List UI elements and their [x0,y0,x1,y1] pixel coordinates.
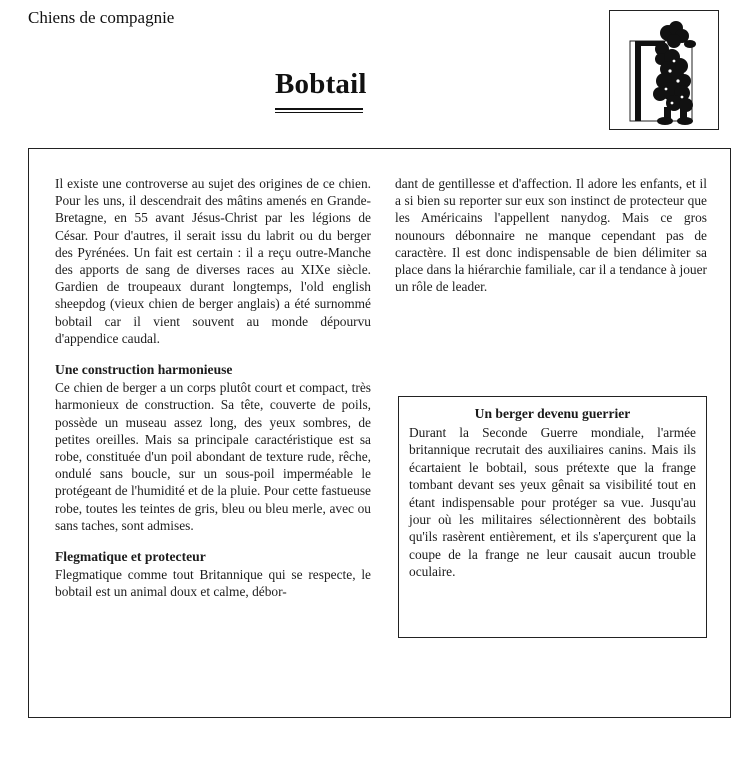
temperament-continued: dant de gentillesse et d'affection. Il adore les enfants, et il a si bien su reporter sur eux son instinct de protecteur que les Américains l'appellent nanydog. Mais ce gros nounours débonnaire ne manque cependant pas de caractère. Il est donc indispensable de bien délimiter sa place dans la hiérarchie familiale, car il a tendance à jouer un rôle de leader. [395,176,707,295]
sidebar-title: Un berger devenu guerrier [474,406,631,421]
section-heading-construction: Une construction harmonieuse [55,362,233,378]
category-logo [609,10,719,130]
sidebar-text: Durant la Seconde Guerre mondiale, l'armée britannique recrutait des auxiliaires canins. Mais ils écartaient le bobtail, sous prétexte que la frange tombant devant ses yeux gênait sa visibilité tout en étant indispensable pour protéger sa vue. Jusqu'au jour où les militaires sélectionnèrent des bobtails qu'ils rasèrent entièrement, et ils s'aperçurent que la coupe de la frange ne leur causait aucun trouble oculaire. [409,425,696,580]
page-title: Bobtail [275,68,367,100]
right-column [395,175,707,295]
section-text-construction: Ce chien de berger a un corps plutôt court et compact, très harmonieux de construction. Sa tête, couverte de poils, possède un museau assez long, des yeux sombres, de petites oreilles. Mais sa principale caractéristique est sa robe, constituée d'un poil abondant de texture rude, rêche, ondulé sans boucle, sur un sous-poil imperméable le protégeant de l'humidité et de la pluie. Pour cette fastueuse robe, toutes les teintes de gris, bleu ou bleu merle, avec ou sans taches, sont admises. [55,380,371,533]
intro-paragraph: Il existe une controverse au sujet des origines de ce chien. Pour les uns, il descendrait des mâtins amenés en Grande-Bretagne, en 55 avant Jésus-Christ par les légions de César. Pour d'autres, il serait issu du labrit ou du berger des Pyrénées. Un fait est certain : il a reçu outre-Manche des apports de sang de diverses races au XIXe siècle. Gardien de troupeaux durant longtemps, l'old english sheepdog (vieux chien de berger anglais) a été surnommé bobtail car il vient souvent au monde dépourvu d'appendice caudal. [55,176,371,346]
title-underline [275,108,363,110]
category-label: Chiens de compagnie [28,8,175,27]
article-box [28,148,731,718]
sidebar-box [398,396,707,638]
section-heading-temperament: Flegmatique et protecteur [55,549,206,565]
poodle-silhouette-icon [610,11,718,129]
section-text-temperament: Flegmatique comme tout Britannique qui se respecte, le bobtail est un animal doux et calme, débor- [55,567,371,600]
title-underline-thin [275,112,363,113]
left-column [55,175,371,601]
